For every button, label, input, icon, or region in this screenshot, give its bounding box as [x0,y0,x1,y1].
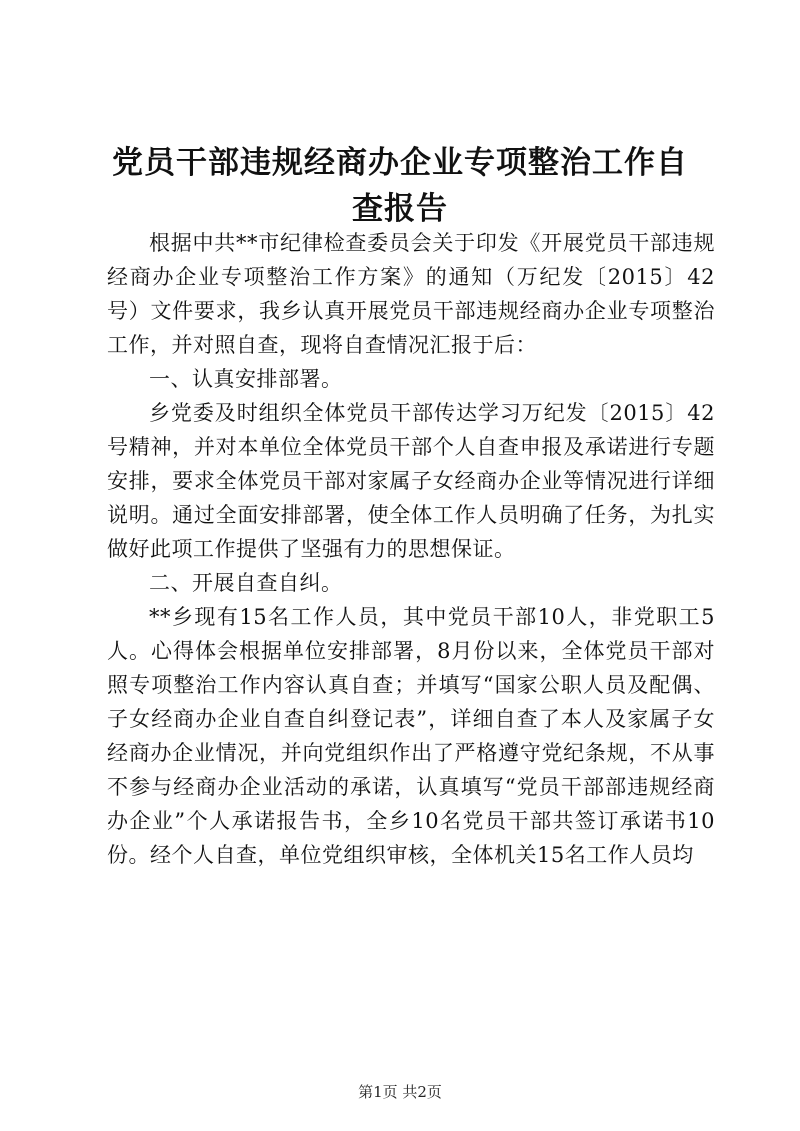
page-footer: 第1页 共2页 [358,1083,442,1101]
paragraph-section-2: **乡现有15名工作人员，其中党员干部10人，非党职工5人。心得体会根据单位安排部署，8月份以来，全体党员干部对照专项整治工作内容认真自查；并填写“国家公职人员及配偶、子女经商办企业自查自纠登记表”，详细自查了本人及家属子女经商办企业情况，并向党组织作出了严格遵守党纪条规，不从事不参与经商办企业活动的承诺，认真填写“党员干部部违规经商办企业”个人承诺报告书，全乡10名党员干部共签订承诺书10份。经个人自查，单位党组织审核，全体机关15名工作人员均 [107,605,715,867]
paragraph-intro: 根据中共**市纪律检查委员会关于印发《开展党员干部违规经商办企业专项整治工作方案》的通知（万纪发〔2015〕42号）文件要求，我乡认真开展党员干部违规经商办企业专项整治工作，并对照自查，现将自查情况汇报于后： [107,231,715,357]
paragraph-section-1: 乡党委及时组织全体党员干部传达学习万纪发〔2015〕42号精神，并对本单位全体党员干部个人自查申报及承诺进行专题安排，要求全体党员干部对家属子女经商办企业等情况进行详细说明。通过全面安排部署，使全体工作人员明确了任务，为扎实做好此项工作提供了坚强有力的思想保证。 [107,401,715,561]
section-heading-1: 一、认真安排部署。 [149,367,343,391]
document-body [107,226,715,872]
section-heading-2: 二、开展自查自纠。 [149,571,343,595]
document-title: 党员干部违规经商办企业专项整治工作自查报告 [112,145,688,227]
